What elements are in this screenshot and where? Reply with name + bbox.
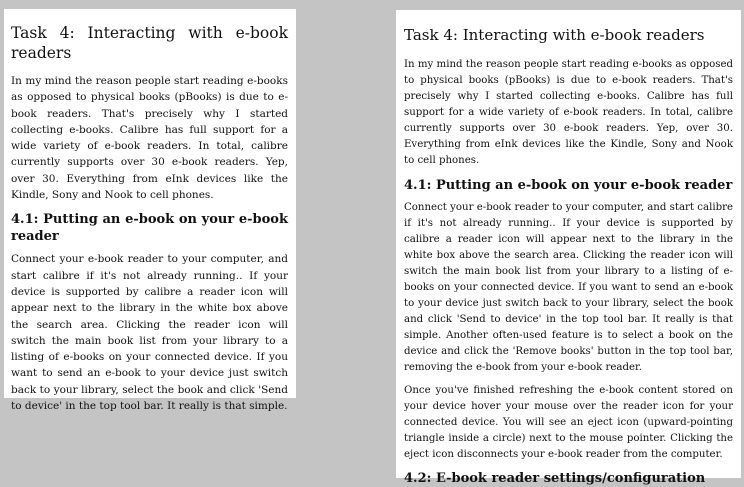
section-paragraph-2: Once you've finished refreshing the e-book content stored on your device hover your mouse over the reader icon for your connected device. You will see an eject icon (upward-pointing triangle inside a circle) next to the mouse pointer. Clicking the eject icon disconnects your e-book reader from the computer. xyxy=(404,385,733,460)
left-page-view xyxy=(4,9,296,413)
section-paragraph-1: Connect your e-book reader to your computer, and start calibre if it's not already running.. If your device is supported by calibre a reader icon will appear next to the library in the white box above the search area. Clicking the reader icon will switch the main book list from your library to a listing of e-books on your connected device. If you want to send an e-book to your device just switch back to your library, select the book and click 'Send to device' in the top tool bar. It really is that simple. Another often-used feature is to select a book on the device and click the 'Remove books' button in the top tool bar, removing the e-book from your e-book reader. xyxy=(404,202,733,373)
section-heading: 4.1: Putting an e-book on your e-book reader xyxy=(11,212,288,245)
page-title: Task 4: Interacting with e-book readers xyxy=(404,26,705,44)
page-title: Task 4: Interacting with e-book readers xyxy=(11,24,288,62)
intro-paragraph: In my mind the reason people start reading e-books as opposed to physical books (pBooks) is due to e-book readers. That's precisely why I started collecting e-books. Calibre has full support for a wide variety of e-book readers. In total, calibre currently supports over 30 e-book readers. Yep, over 30. Everything from eInk devices like the Kindle, Sony and Nook to cell phones. xyxy=(404,59,733,166)
intro-paragraph: In my mind the reason people start reading e-books as opposed to physical books (pBooks) is due to e-book readers. That's precisely why I started collecting e-books. Calibre has full support for a wide variety of e-book readers. In total, calibre currently supports over 30 e-book readers. Yep, over 30. Everything from eInk devices like the Kindle, Sony and Nook to cell phones. xyxy=(11,75,288,202)
next-section-heading: 4.2: E-book reader settings/configuration xyxy=(404,471,706,486)
section-heading: 4.1: Putting an e-book on your e-book reader xyxy=(404,178,733,193)
right-page-view xyxy=(396,10,741,486)
section-paragraph: Connect your e-book reader to your computer, and start calibre if it's not already running.. If your device is supported by calibre a reader icon will appear next to the library in the white box above the search area. Clicking the reader icon will switch the main book list from your library to a listing of e-books on your connected device. If you want to send an e-book to your device just switch back to your library, select the book and click 'Send to device' in the top tool bar. It really is that simple. xyxy=(11,253,288,413)
